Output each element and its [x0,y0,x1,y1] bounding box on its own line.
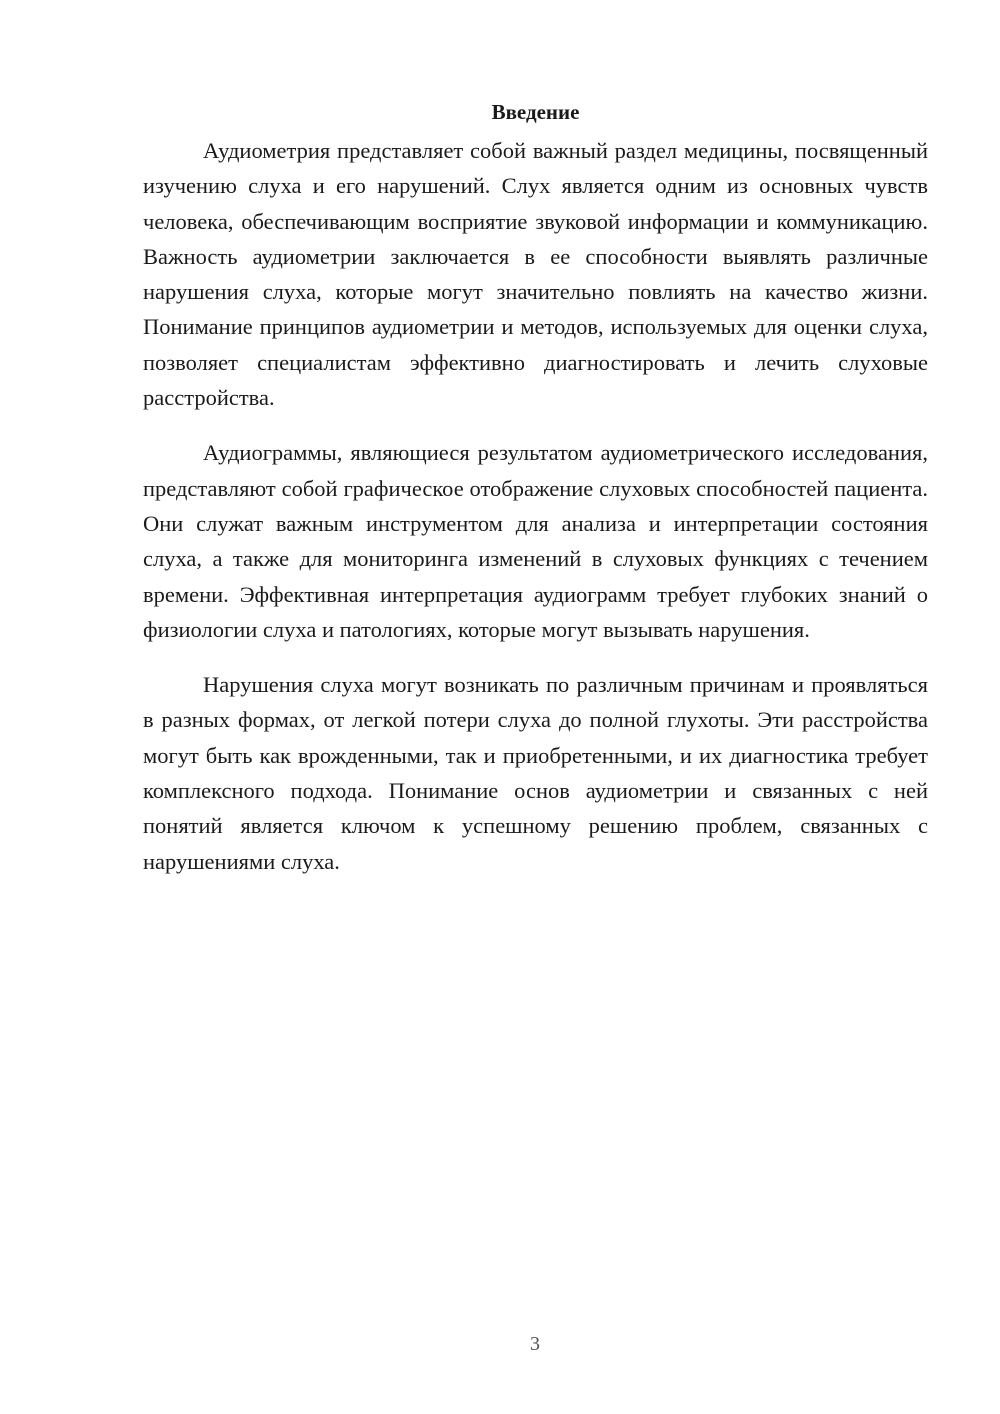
paragraph-2: Аудиограммы, являющиеся результатом аудиометрического исследования, представляют собой графическое отображение слуховых способностей пациента. Они служат важным инструментом для анализа и интерпретации состояния слуха, а также для мониторинга изменений в слуховых функциях с течением времени. Эффективная интерпретация аудиограмм требует глубоких знаний о физиологии слуха и патологиях, которые могут вызывать нарушения. [143,440,928,642]
paragraph-1: Аудиометрия представляет собой важный раздел медицины, посвященный изучению слуха и его нарушений. Слух является одним из основных чувств человека, обеспечивающим восприятие звуковой информации и коммуникацию. Важность аудиометрии заключается в ее способности выявлять различные нарушения слуха, которые могут значительно повлиять на качество жизни. Понимание принципов аудиометрии и методов, используемых для оценки слуха, позволяет специалистам эффективно диагностировать и лечить слуховые расстройства. [143,138,928,411]
section-title: Введение [491,100,580,124]
paragraph-3: Нарушения слуха могут возникать по различным причинам и проявляться в разных формах, от легкой потери слуха до полной глухоты. Эти расстройства могут быть как врожденными, так и приобретенными, и их диагностика требует комплексного подхода. Понимание основ аудиометрии и связанных с ней понятий является ключом к успешному решению проблем, связанных с нарушениями слуха. [143,672,928,874]
page-number: 3 [530,1333,540,1355]
page-content [143,95,928,899]
